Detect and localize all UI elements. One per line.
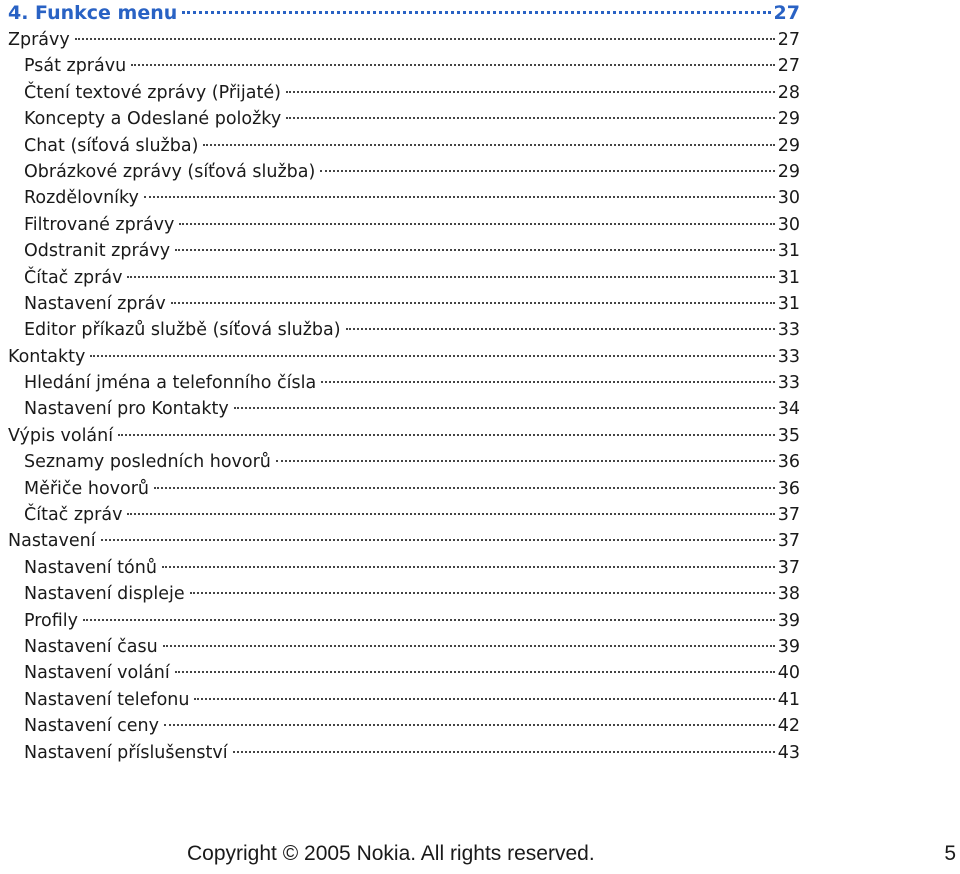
dot-leader <box>234 407 775 409</box>
toc-entry-title: Nastavení volání <box>24 663 170 684</box>
toc-entry-page: 34 <box>777 399 800 420</box>
toc-entry-title: Rozdělovníky <box>24 188 139 209</box>
toc-entry-line <box>24 449 800 475</box>
toc-subsection-entry[interactable] <box>8 159 800 185</box>
toc-entry-title: Editor příkazů službě (síťová služba) <box>24 320 341 341</box>
toc-entry-title: Filtrované zprávy <box>24 214 175 235</box>
dot-leader <box>346 328 775 330</box>
toc-entry-line <box>24 370 800 396</box>
page-footer <box>0 842 960 872</box>
toc-entry-page: 35 <box>777 425 800 446</box>
toc-entry-page: 29 <box>777 135 800 156</box>
toc-subsection-entry[interactable] <box>8 238 800 264</box>
toc-heading[interactable] <box>8 0 800 27</box>
toc-entry-title: Profily <box>24 610 79 631</box>
toc-entry-title: Obrázkové zprávy (síťová služba) <box>24 161 316 182</box>
toc-subsection-entry[interactable] <box>8 449 800 475</box>
toc-subsection-entry[interactable] <box>8 185 800 211</box>
toc-entry-title: Kontakty <box>8 346 86 367</box>
toc-entry-line <box>24 212 800 238</box>
toc-entry-line <box>8 423 800 449</box>
toc-entry-page: 39 <box>777 636 800 657</box>
toc-entry-title: Koncepty a Odeslané položky <box>24 109 282 130</box>
toc-entry-title: Čtení textové zprávy (Přijaté) <box>24 82 281 103</box>
dot-leader <box>118 434 775 436</box>
toc-entry-line <box>24 713 800 739</box>
toc-entry-page: 40 <box>777 663 800 684</box>
toc-entry-line <box>24 133 800 159</box>
toc-entry-page: 27 <box>777 56 800 77</box>
toc-entry-page: 36 <box>777 478 800 499</box>
toc-subsection-entry[interactable] <box>8 317 800 343</box>
dot-leader <box>175 671 775 673</box>
toc-section-entry[interactable] <box>8 423 800 449</box>
dot-leader <box>320 170 774 172</box>
toc-entry-page: 31 <box>777 293 800 314</box>
dot-leader <box>286 117 775 119</box>
dot-leader <box>203 144 774 146</box>
toc-subsection-entry[interactable] <box>8 291 800 317</box>
toc-section-entry[interactable] <box>8 528 800 554</box>
toc-subsection-entry[interactable] <box>8 476 800 502</box>
toc-subsection-entry[interactable] <box>8 396 800 422</box>
toc-section-entry[interactable] <box>8 27 800 53</box>
toc-entry-line <box>8 27 800 53</box>
dot-leader <box>179 223 774 225</box>
toc-entry-page: 36 <box>777 452 800 473</box>
dot-leader <box>101 539 775 541</box>
toc-subsection-entry[interactable] <box>8 133 800 159</box>
toc-entry-line <box>24 660 800 686</box>
toc-subsection-entry[interactable] <box>8 581 800 607</box>
dot-leader <box>233 751 775 753</box>
toc-entry-title: Nastavení času <box>24 636 158 657</box>
toc-subsection-entry[interactable] <box>8 608 800 634</box>
dot-leader <box>75 38 775 40</box>
toc-section-entry[interactable] <box>8 344 800 370</box>
toc-entry-page: 43 <box>777 742 800 763</box>
toc-entry-title: Nastavení displeje <box>24 584 185 605</box>
toc-entry-page: 37 <box>777 557 800 578</box>
toc-entry-page: 33 <box>777 373 800 394</box>
toc-entry-title: Nastavení ceny <box>24 716 159 737</box>
toc-entry-line <box>24 502 800 528</box>
toc-subsection-entry[interactable] <box>8 106 800 132</box>
toc-entry-page: 42 <box>777 716 800 737</box>
dot-leader <box>182 11 770 14</box>
toc-entry-page: 38 <box>777 584 800 605</box>
table-of-contents <box>8 0 800 766</box>
toc-entry-title: Chat (síťová služba) <box>24 135 199 156</box>
toc-subsection-entry[interactable] <box>8 713 800 739</box>
toc-entry-page: 29 <box>777 161 800 182</box>
toc-entry-page: 37 <box>777 505 800 526</box>
toc-entry-line <box>8 528 800 554</box>
toc-entry-line <box>24 291 800 317</box>
toc-entry-page: 30 <box>777 188 800 209</box>
toc-entry-title: Psát zprávu <box>24 56 127 77</box>
toc-entry-line <box>24 265 800 291</box>
dot-leader <box>163 645 775 647</box>
toc-entry-title: Seznamy posledních hovorů <box>24 452 271 473</box>
toc-entry-line <box>24 608 800 634</box>
toc-entry-line <box>24 396 800 422</box>
toc-subsection-entry[interactable] <box>8 502 800 528</box>
toc-entry-page: 41 <box>777 689 800 710</box>
toc-subsection-entry[interactable] <box>8 370 800 396</box>
dot-leader <box>321 381 775 383</box>
dot-leader <box>127 513 774 515</box>
toc-entry-line <box>24 159 800 185</box>
toc-entry-line <box>24 106 800 132</box>
toc-entry-page: 27 <box>773 2 800 24</box>
toc-entry-page: 31 <box>777 267 800 288</box>
toc-entry-title: Nastavení telefonu <box>24 689 190 710</box>
toc-entry-line <box>8 344 800 370</box>
dot-leader <box>286 91 775 93</box>
toc-subsection-entry[interactable] <box>8 740 800 766</box>
toc-entry-title: Nastavení příslušenství <box>24 742 228 763</box>
dot-leader <box>90 355 774 357</box>
toc-subsection-entry[interactable] <box>8 634 800 660</box>
dot-leader <box>162 566 775 568</box>
dot-leader <box>131 64 775 66</box>
toc-entry-title: Nastavení <box>8 531 96 552</box>
toc-subsection-entry[interactable] <box>8 53 800 79</box>
toc-entry-title: Nastavení zpráv <box>24 293 166 314</box>
toc-entry-title: Čítač zpráv <box>24 267 123 288</box>
dot-leader <box>190 592 775 594</box>
dot-leader <box>175 249 775 251</box>
toc-entry-title: Výpis volání <box>8 425 114 446</box>
dot-leader <box>83 619 775 621</box>
copyright-notice: Copyright © 2005 Nokia. All rights reserved. <box>187 842 595 865</box>
toc-subsection-entry[interactable] <box>8 660 800 686</box>
toc-entry-title: Nastavení tónů <box>24 557 157 578</box>
toc-entry-line <box>24 740 800 766</box>
toc-subsection-entry[interactable] <box>8 212 800 238</box>
dot-leader <box>194 698 774 700</box>
toc-entry-page: 31 <box>777 241 800 262</box>
toc-entry-line <box>24 238 800 264</box>
toc-entry-title: Zprávy <box>8 30 70 50</box>
toc-entry-line <box>24 53 800 79</box>
dot-leader <box>127 276 774 278</box>
toc-entry-title: Hledání jména a telefonního čísla <box>24 373 317 394</box>
toc-entry-page: 33 <box>777 346 800 367</box>
dot-leader <box>171 302 775 304</box>
toc-entry-title: Nastavení pro Kontakty <box>24 399 229 420</box>
toc-subsection-entry[interactable] <box>8 687 800 713</box>
toc-subsection-entry[interactable] <box>8 265 800 291</box>
toc-entry-title: 4. Funkce menu <box>8 2 178 24</box>
toc-entry-page: 37 <box>777 531 800 552</box>
toc-entry-page: 29 <box>777 109 800 130</box>
toc-entry-line <box>24 555 800 581</box>
toc-entry-line <box>24 634 800 660</box>
toc-entry-line <box>24 581 800 607</box>
toc-subsection-entry[interactable] <box>8 555 800 581</box>
dot-leader <box>276 460 775 462</box>
toc-entry-line <box>24 476 800 502</box>
toc-subsection-entry[interactable] <box>8 80 800 106</box>
dot-leader <box>144 196 775 198</box>
toc-entry-title: Čítač zpráv <box>24 505 123 526</box>
toc-entry-page: 33 <box>777 320 800 341</box>
dot-leader <box>164 724 775 726</box>
toc-entry-page: 30 <box>777 214 800 235</box>
toc-entry-page: 39 <box>777 610 800 631</box>
toc-entry-title: Odstranit zprávy <box>24 241 171 262</box>
toc-entry-page: 27 <box>777 30 800 50</box>
toc-entry-line <box>24 317 800 343</box>
toc-entry-page: 28 <box>777 82 800 103</box>
toc-entry-line <box>24 687 800 713</box>
toc-entry-title: Měřiče hovorů <box>24 478 150 499</box>
toc-entry-line <box>8 0 800 26</box>
dot-leader <box>154 487 775 489</box>
toc-entry-line <box>24 185 800 211</box>
toc-entry-line <box>24 80 800 106</box>
page-number: 5 <box>944 842 956 865</box>
